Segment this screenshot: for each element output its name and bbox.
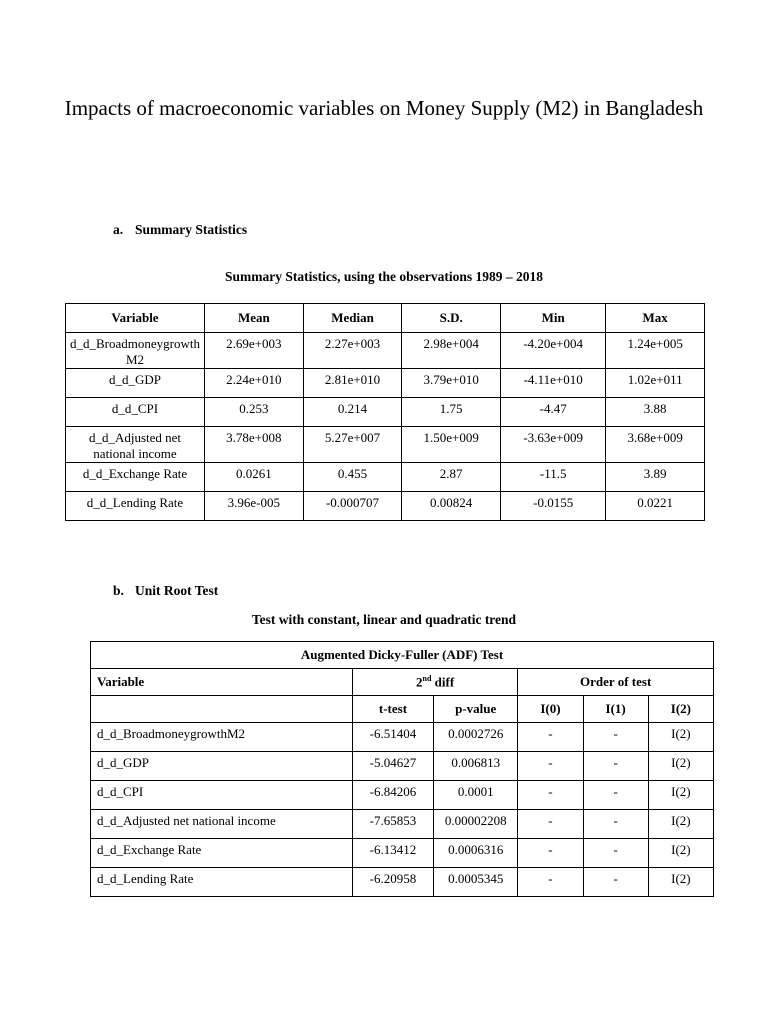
table-cell: - [583,839,648,868]
table-cell: 0.0001 [434,781,518,810]
table-cell: d_d_Adjusted net national income [91,810,353,839]
table-cell: - [518,839,583,868]
table-cell: 0.00002208 [434,810,518,839]
table-row [91,868,714,897]
table-cell: 1.24e+005 [606,333,705,369]
table-row [91,781,714,810]
table-cell: 2.81e+010 [303,369,402,398]
diff-superscript: nd [422,673,432,683]
table-cell: 3.78e+008 [205,427,304,463]
table-cell: 0.0221 [606,492,705,521]
table-cell: -6.20958 [352,868,433,897]
table-cell: 1.50e+009 [402,427,501,463]
table-cell: d_d_CPI [66,398,205,427]
table-cell: d_d_Broadmoneygrowth M2 [66,333,205,369]
table-row [91,723,714,752]
table-cell: d_d_Lending Rate [91,868,353,897]
table-cell: 3.88 [606,398,705,427]
table-cell: -6.51404 [352,723,433,752]
table-cell: 3.68e+009 [606,427,705,463]
section-b-heading [113,583,218,599]
table-cell: 0.0006316 [434,839,518,868]
table-cell: I(2) [648,839,713,868]
table-cell: -4.20e+004 [501,333,606,369]
table-cell: 3.89 [606,463,705,492]
table-cell: -5.04627 [352,752,433,781]
col-header-min: Min [501,304,606,333]
col-header-mean: Mean [205,304,304,333]
table-subheader-row [91,696,714,723]
table-cell: -0.0155 [501,492,606,521]
adf-table-caption: Test with constant, linear and quadratic trend [251,612,517,627]
col-header-i1: I(1) [583,696,648,723]
table-cell: d_d_GDP [91,752,353,781]
table-cell: 0.253 [205,398,304,427]
section-a-label: a. [113,222,124,237]
section-b-title: Unit Root Test [135,583,219,598]
table-row [91,752,714,781]
table-cell: d_d_Adjusted net national income [66,427,205,463]
table-cell: 2.98e+004 [402,333,501,369]
table-cell: 5.27e+007 [303,427,402,463]
section-a-title: Summary Statistics [135,222,248,237]
table-cell: 0.00824 [402,492,501,521]
table-cell: - [583,868,648,897]
document-title: Impacts of macroeconomic variables on Money Supply (M2) in Bangladesh [64,96,704,120]
table-cell: -6.13412 [352,839,433,868]
table-header-row [66,304,705,333]
table-cell: d_d_Exchange Rate [66,463,205,492]
table-cell: 0.214 [303,398,402,427]
empty-cell [91,696,353,723]
table-cell: -11.5 [501,463,606,492]
table-row [66,369,705,398]
table-cell: - [518,810,583,839]
table-header-row [91,669,714,696]
table-cell: d_d_Lending Rate [66,492,205,521]
table-cell: I(2) [648,781,713,810]
table-cell: I(2) [648,868,713,897]
summary-table-caption: Summary Statistics, using the observations 1989 – 2018 [224,269,543,284]
table-cell: d_d_BroadmoneygrowthM2 [91,723,353,752]
table-cell: 2.24e+010 [205,369,304,398]
col-header-order: Order of test [518,669,714,696]
adf-test-table [90,641,714,897]
table-cell: - [518,781,583,810]
table-cell: -4.47 [501,398,606,427]
table-cell: - [518,752,583,781]
table-row [66,463,705,492]
table-cell: d_d_GDP [66,369,205,398]
table-cell: - [518,868,583,897]
table-cell: 2.27e+003 [303,333,402,369]
table-cell: d_d_Exchange Rate [91,839,353,868]
col-header-variable: Variable [91,669,353,696]
table-row [91,839,714,868]
table-cell: - [583,810,648,839]
table-row [91,810,714,839]
table-row [66,333,705,369]
table-cell: 0.0002726 [434,723,518,752]
table-cell: -3.63e+009 [501,427,606,463]
col-header-t-test: t-test [352,696,433,723]
table-cell: - [583,781,648,810]
table-cell: -6.84206 [352,781,433,810]
col-header-median: Median [303,304,402,333]
table-cell: d_d_CPI [91,781,353,810]
adf-table-title: Augmented Dicky-Fuller (ADF) Test [91,642,714,669]
summary-statistics-table [65,303,705,521]
table-row [66,427,705,463]
table-cell: I(2) [648,723,713,752]
table-cell: I(2) [648,810,713,839]
col-header-variable: Variable [66,304,205,333]
table-cell: I(2) [648,752,713,781]
table-cell: 3.79e+010 [402,369,501,398]
table-cell: - [583,752,648,781]
table-cell: 0.006813 [434,752,518,781]
col-header-max: Max [606,304,705,333]
table-row [66,398,705,427]
table-row [66,492,705,521]
table-cell: 2.69e+003 [205,333,304,369]
table-title-row [91,642,714,669]
table-cell: 0.0005345 [434,868,518,897]
col-header-i2: I(2) [648,696,713,723]
diff-suffix: diff [431,674,455,690]
col-header-diff [352,669,518,696]
col-header-i0: I(0) [518,696,583,723]
table-cell: -7.65853 [352,810,433,839]
table-cell: 0.0261 [205,463,304,492]
table-cell: -4.11e+010 [501,369,606,398]
table-cell: - [583,723,648,752]
table-cell: 2.87 [402,463,501,492]
table-cell: 1.75 [402,398,501,427]
diff-number: 2 [416,674,423,690]
col-header-p-value: p-value [434,696,518,723]
table-cell: 3.96e-005 [205,492,304,521]
col-header-sd: S.D. [402,304,501,333]
section-b-label: b. [113,583,124,598]
section-a-heading [113,222,247,238]
table-cell: 1.02e+011 [606,369,705,398]
table-cell: 0.455 [303,463,402,492]
table-cell: - [518,723,583,752]
table-cell: -0.000707 [303,492,402,521]
